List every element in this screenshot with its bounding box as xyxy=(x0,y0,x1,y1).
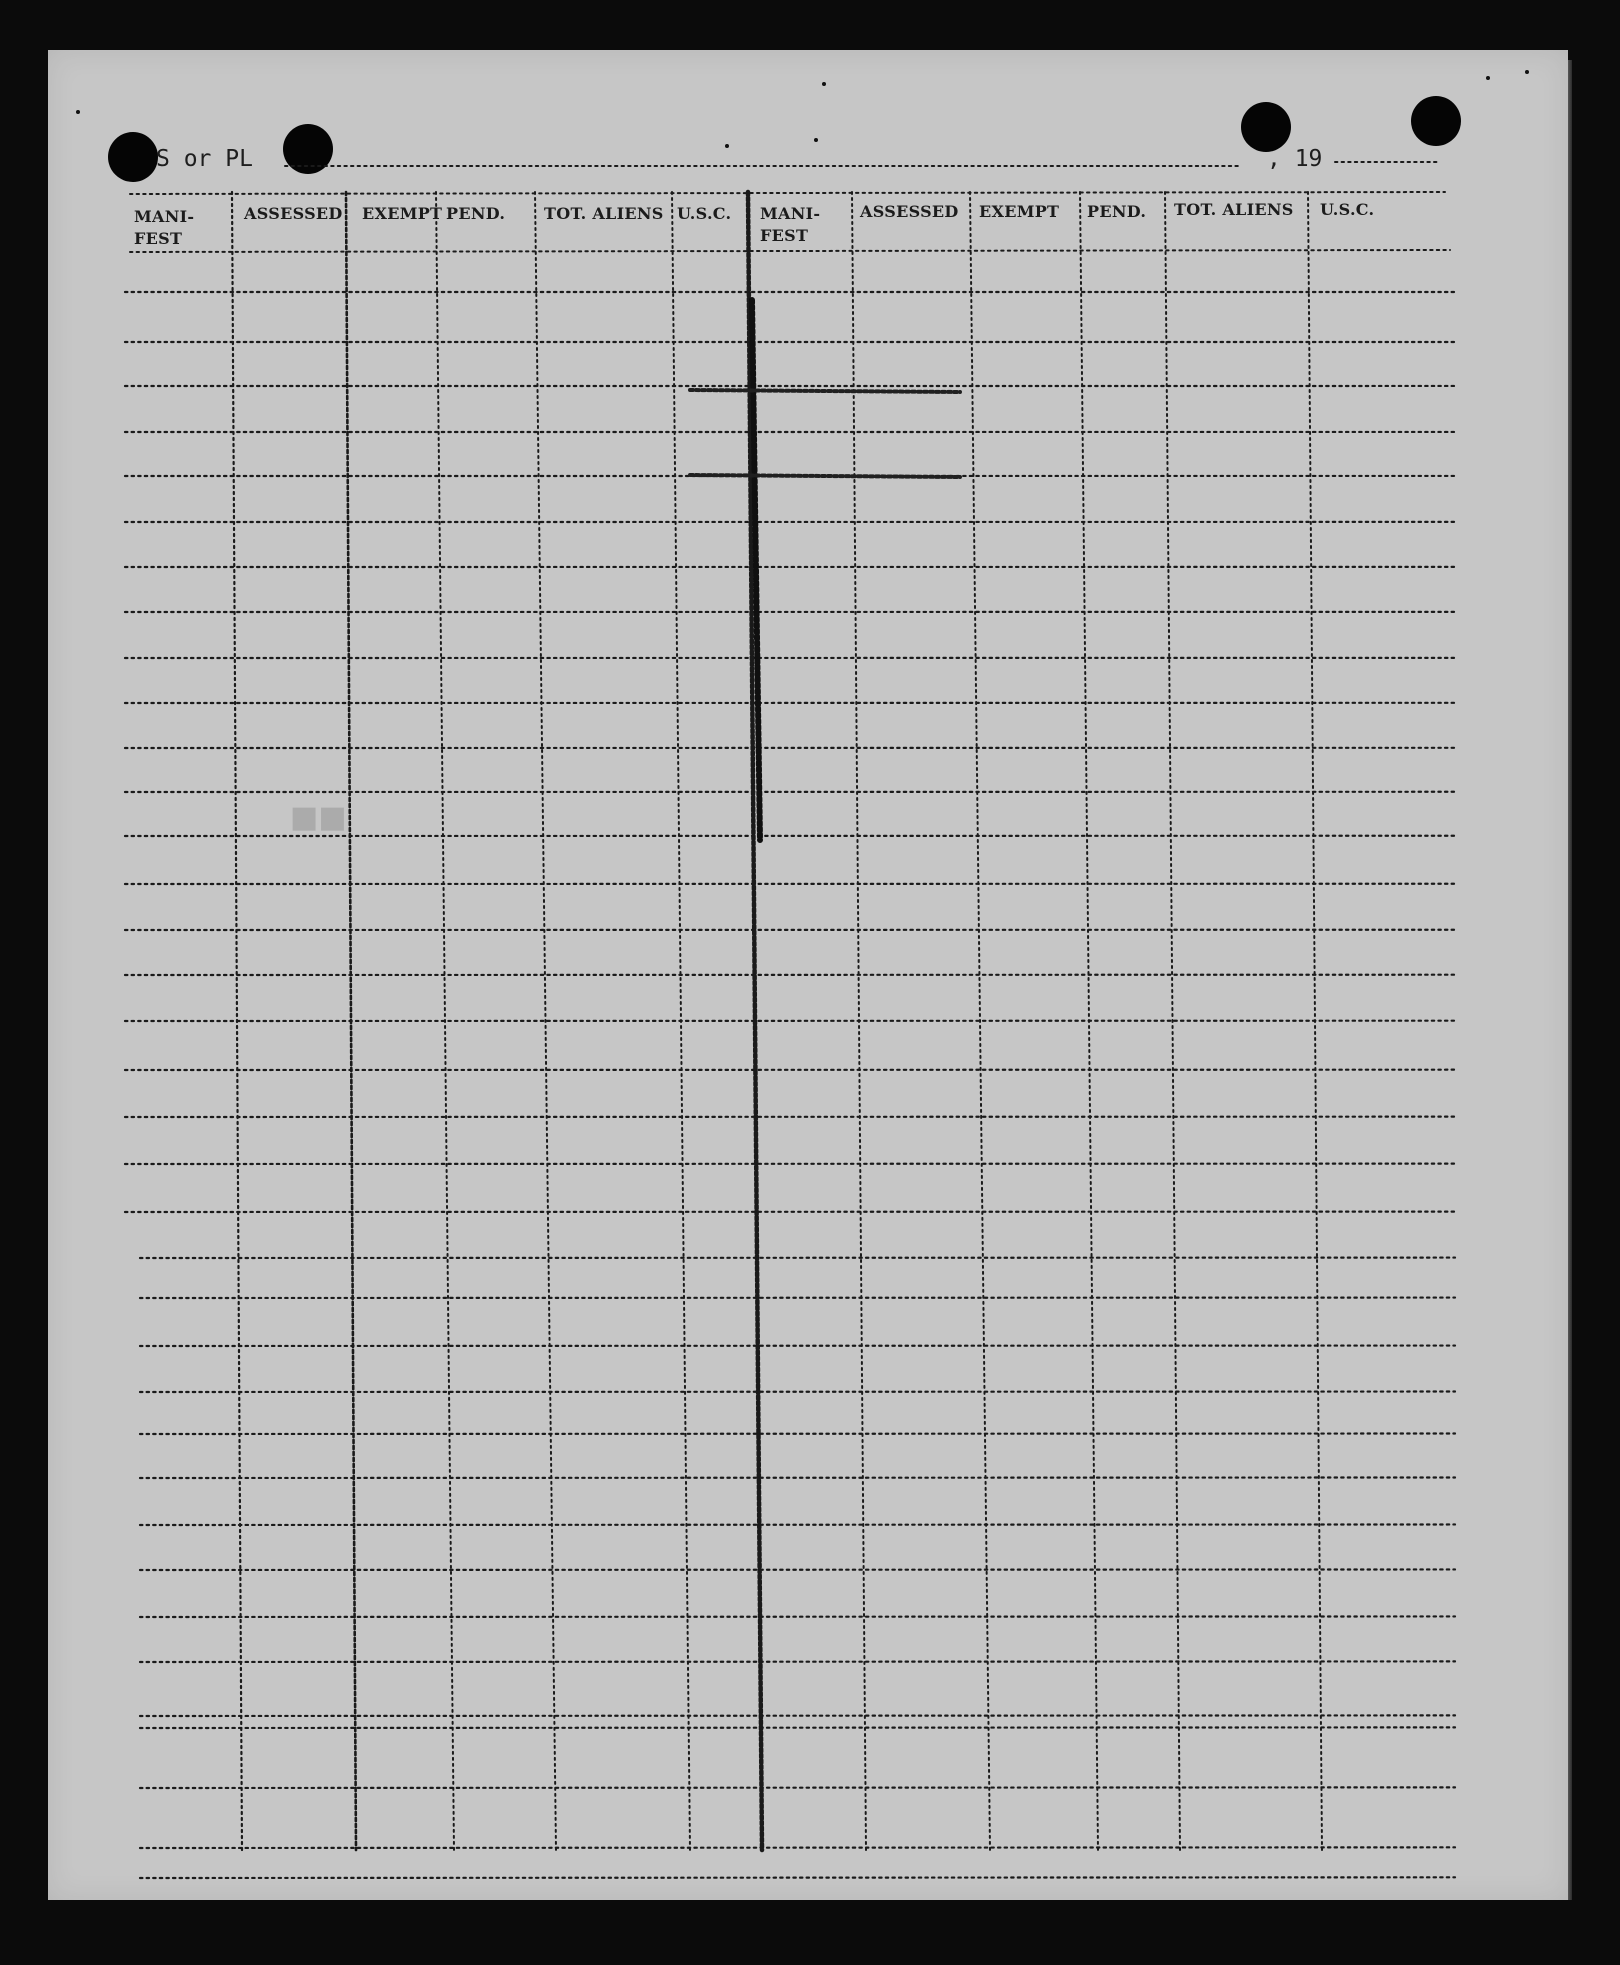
col-header-usc-right: U.S.C. xyxy=(1320,200,1375,219)
row-rule xyxy=(140,1661,1455,1662)
col-header-assessed-right: ASSESSED xyxy=(860,202,959,221)
row-rule xyxy=(140,1847,1455,1848)
row-rule xyxy=(140,1477,1455,1478)
carbon-smear xyxy=(690,390,960,392)
col-header-exempt-right: EXEMPT xyxy=(979,202,1060,221)
column-rule xyxy=(346,192,356,1850)
header-top-rule xyxy=(130,192,1445,194)
row-rule xyxy=(140,1434,1455,1435)
row-rule xyxy=(140,1877,1455,1878)
row-rule xyxy=(140,1569,1455,1570)
col-header-tot-aliens-left: TOT. ALIENS xyxy=(544,204,664,223)
header-underline xyxy=(130,250,1450,252)
row-rule xyxy=(140,1616,1455,1617)
col-header-line: MANI- xyxy=(134,207,195,226)
col-header-line: MANI- xyxy=(760,204,821,223)
row-rule xyxy=(140,1727,1455,1728)
bleed-through-mark: ■■ xyxy=(290,800,347,835)
col-header-exempt-left: EXEMPT xyxy=(362,204,443,223)
col-header-pend-left: PEND. xyxy=(446,204,506,223)
year-label: , 19 xyxy=(1267,146,1323,172)
col-header-line: FEST xyxy=(134,229,183,248)
col-header-pend-right: PEND. xyxy=(1087,202,1147,221)
col-header-assessed-left: ASSESSED xyxy=(244,204,343,223)
row-rule xyxy=(140,1787,1455,1788)
col-header-tot-aliens-right: TOT. ALIENS xyxy=(1174,200,1294,219)
carbon-smear xyxy=(690,475,960,477)
row-rule xyxy=(140,1524,1455,1525)
row-rule xyxy=(140,1715,1455,1716)
col-header-line: FEST xyxy=(760,226,809,245)
series-label: S or PL xyxy=(156,146,253,172)
column-rule xyxy=(535,192,556,1850)
col-header-usc-left: U.S.C. xyxy=(677,204,732,223)
